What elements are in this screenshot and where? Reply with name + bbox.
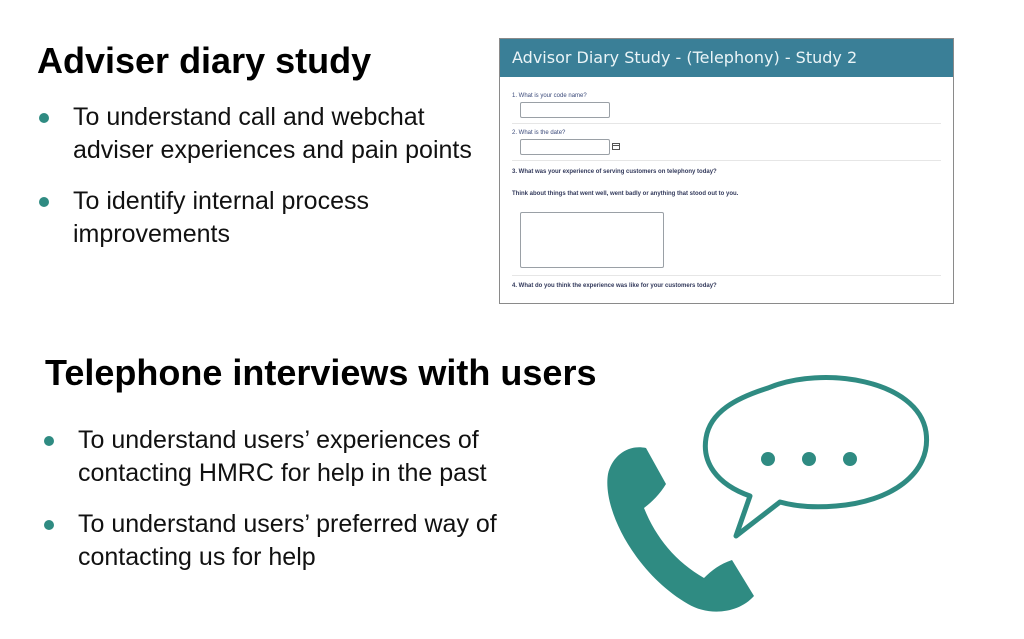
form-header: Advisor Diary Study - (Telephony) - Study 2 bbox=[500, 39, 953, 77]
bullet-dot-icon bbox=[39, 113, 49, 123]
question-2-label: 2. What is the date? bbox=[512, 130, 566, 136]
divider bbox=[512, 275, 941, 276]
divider bbox=[512, 160, 941, 161]
bullet-dot-icon bbox=[44, 520, 54, 530]
bullet-text: To understand users’ experiences of contacting HMRC for help in the past bbox=[78, 426, 487, 487]
bullet-text: To understand users’ preferred way of contacting us for help bbox=[78, 510, 497, 571]
experience-textarea[interactable] bbox=[520, 212, 664, 268]
telephone-interviews-bullet-list bbox=[42, 424, 562, 592]
bullet-dot-icon bbox=[44, 436, 54, 446]
speech-bubble-icon bbox=[705, 378, 926, 536]
section-title-telephone-interviews: Telephone interviews with users bbox=[45, 352, 597, 393]
question-3-hint: Think about things that went well, went badly or anything that stood out to you. bbox=[512, 191, 739, 197]
calendar-icon[interactable] bbox=[612, 143, 620, 150]
bullet-dot-icon bbox=[39, 197, 49, 207]
bullet-item bbox=[37, 101, 477, 167]
bullet-item bbox=[42, 508, 562, 574]
date-input[interactable] bbox=[520, 139, 610, 155]
divider bbox=[512, 123, 941, 124]
bullet-text: To identify internal process improvements bbox=[73, 187, 369, 248]
telephone-handset-icon bbox=[607, 447, 754, 611]
diary-study-form-screenshot bbox=[499, 38, 954, 304]
bullet-text: To understand call and webchat adviser experiences and pain points bbox=[73, 103, 472, 164]
question-4-label: 4. What do you think the experience was like for your customers today? bbox=[512, 283, 717, 289]
code-name-input[interactable] bbox=[520, 102, 610, 118]
question-3-label: 3. What was your experience of serving customers on telephony today? bbox=[512, 169, 717, 175]
phone-call-illustration bbox=[598, 370, 938, 620]
bullet-item bbox=[37, 185, 477, 251]
question-1-label: 1. What is your code name? bbox=[512, 93, 587, 99]
bullet-item bbox=[42, 424, 562, 490]
section-title-adviser-diary-study: Adviser diary study bbox=[37, 40, 372, 81]
adviser-study-bullet-list bbox=[37, 101, 477, 269]
